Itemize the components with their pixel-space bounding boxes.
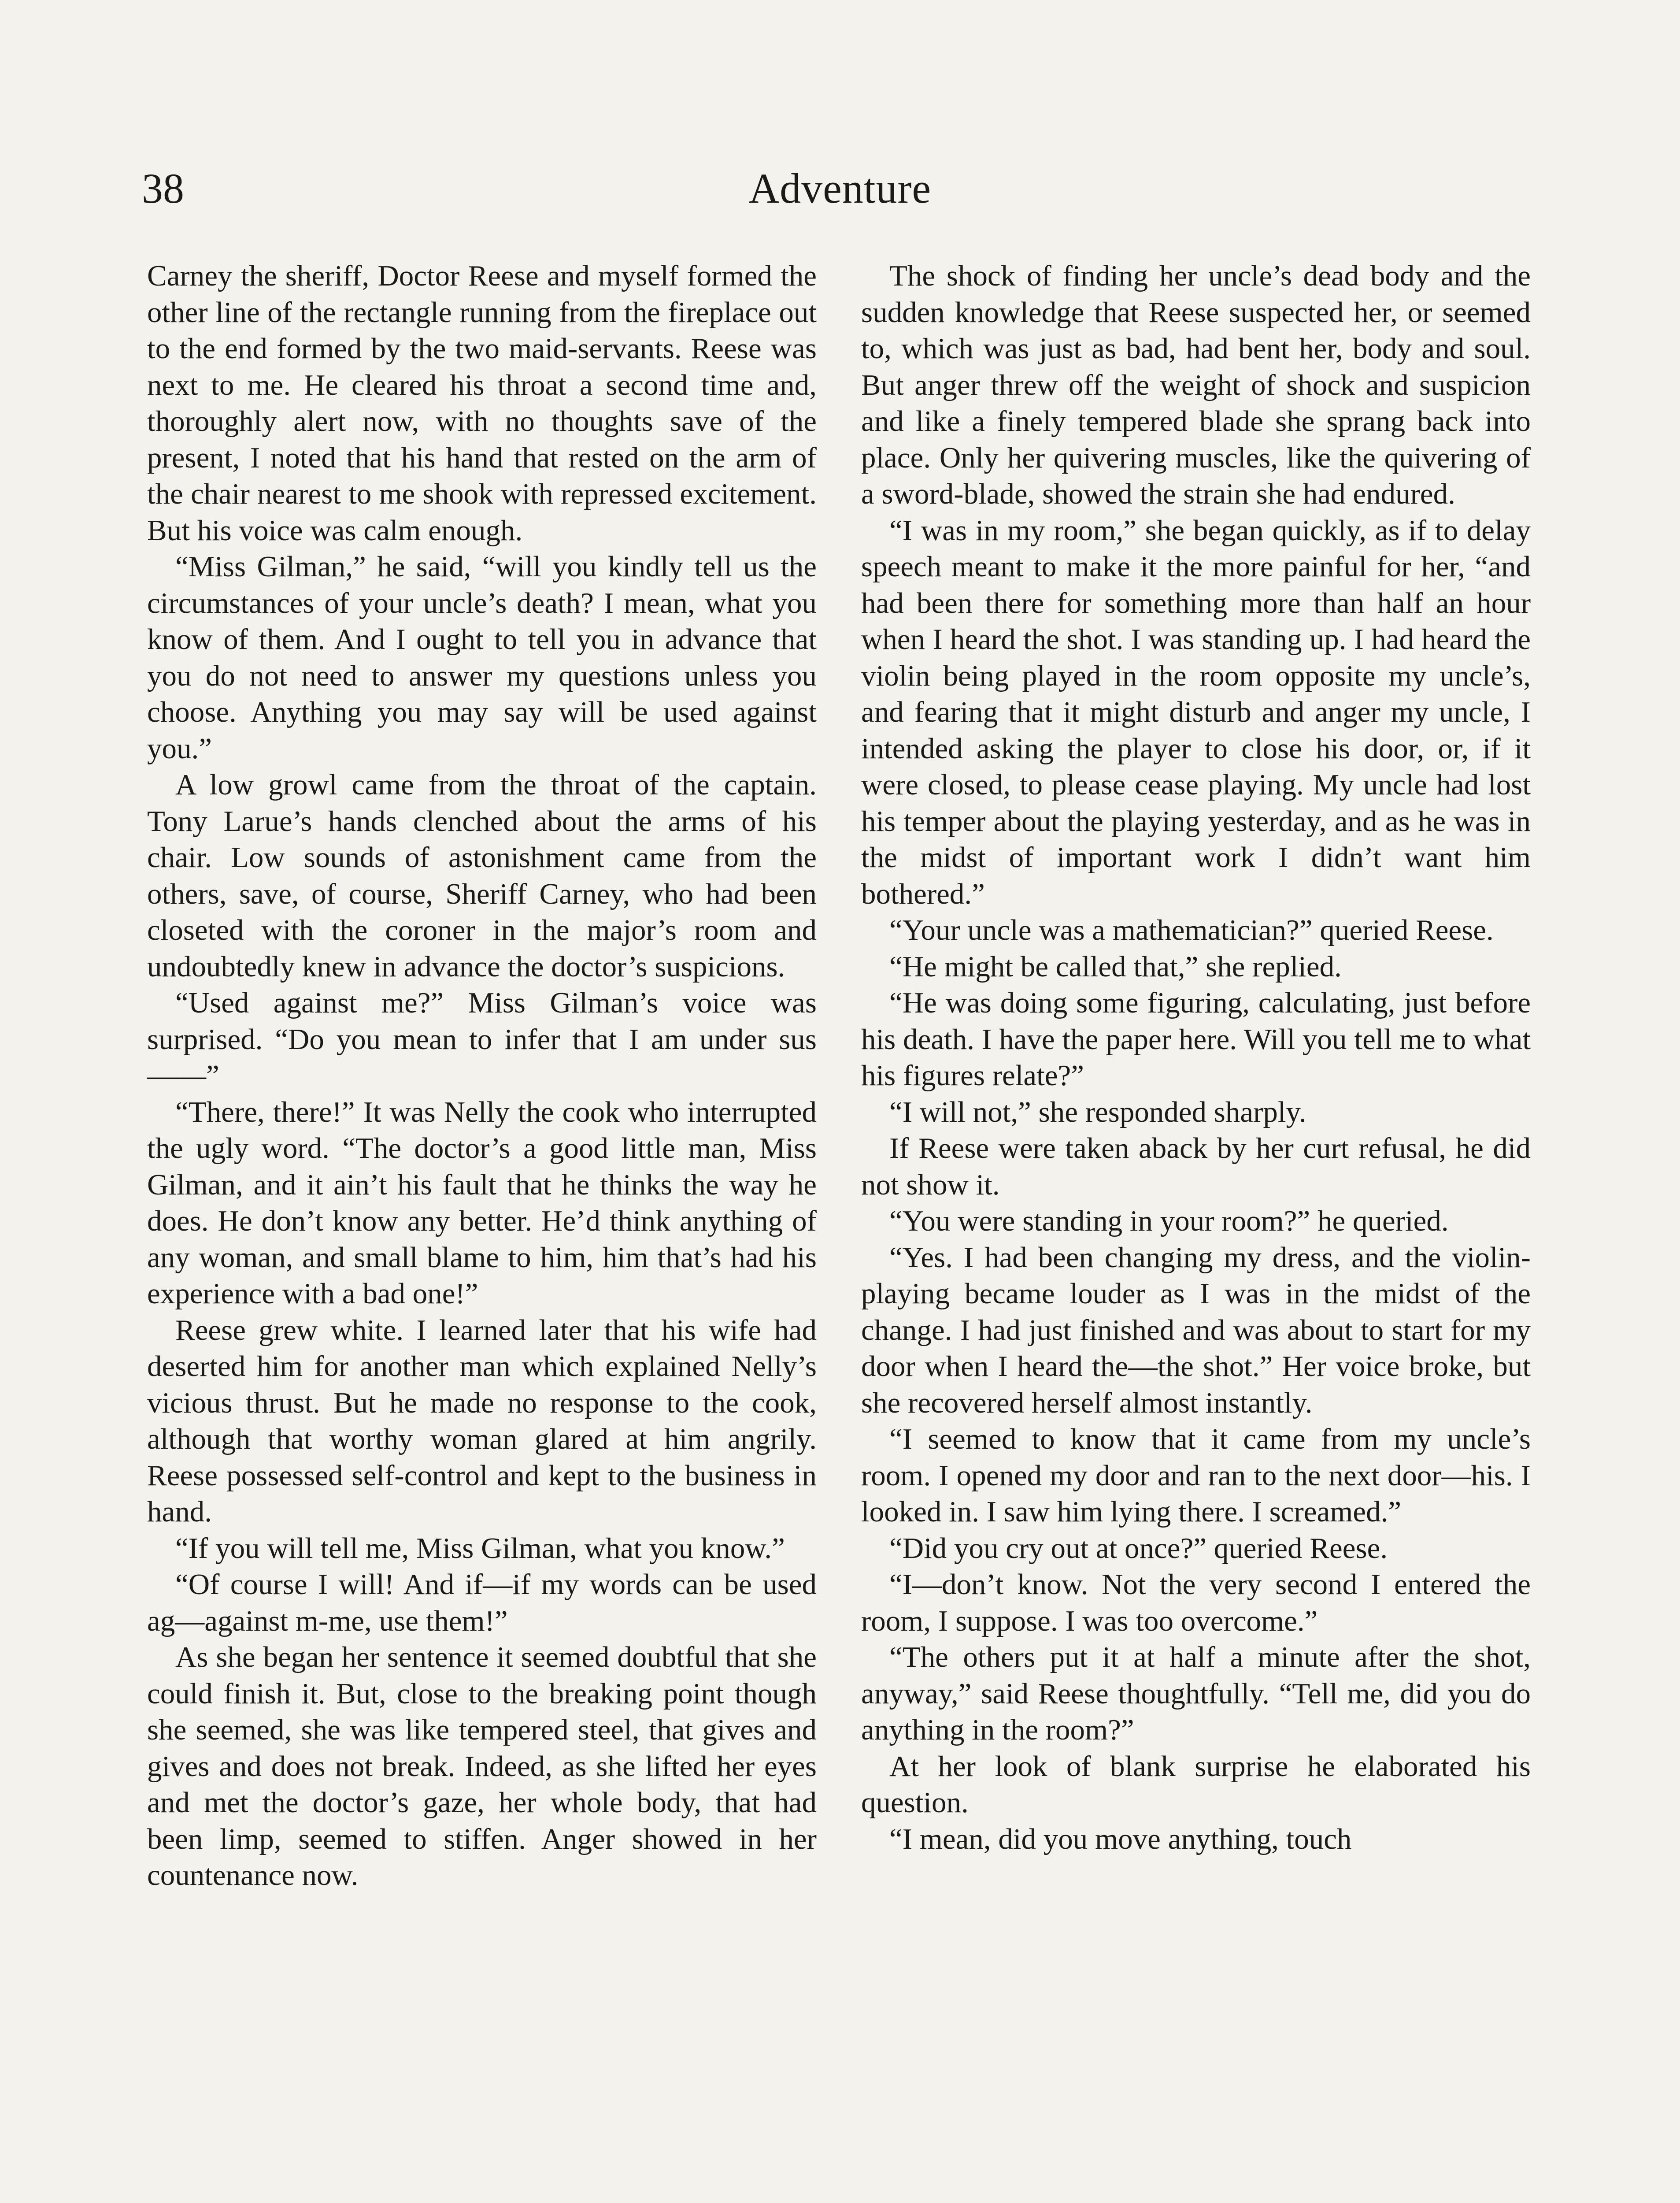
paragraph: “I seemed to know that it came from my uncle’s room. I opened my door and ran to the next door—his. I looked in. I saw him lying there. I screamed.” [861, 1423, 1531, 1528]
paragraph: “The others put it at half a minute after the shot, anyway,” said Reese thoughtfully. “Tell me, did you do anything in the room?” [861, 1641, 1531, 1746]
left-text-column [147, 258, 817, 1894]
paragraph: If Reese were taken aback by her curt refusal, he did not show it. [861, 1132, 1531, 1201]
paragraph: “Used against me?” Miss Gilman’s voice was surprised. “Do you mean to infer that I am under sus——” [147, 987, 817, 1092]
paragraph: Carney the sheriff, Doctor Reese and myself formed the other line of the rectangle running from the fireplace out to the end formed by the two maid-servants. Reese was next to me. He cleared his throat a second time and, thoroughly alert now, with no thoughts save of the present, I noted that his hand that rested on the arm of the chair nearest to me shook with repressed excitement. But his voice was calm enough. [147, 260, 817, 547]
paragraph: “Miss Gilman,” he said, “will you kindly tell us the circumstances of your uncle’s death? I mean, what you know of them. And I ought to tell you in advance that you do not need to answer my questions unless you choose. Anything you may say will be used against you.” [147, 550, 817, 765]
paragraph: “If you will tell me, Miss Gilman, what you know.” [175, 1532, 785, 1565]
paragraph: “You were standing in your room?” he queried. [889, 1205, 1449, 1237]
paragraph: “Your uncle was a mathematician?” queried Reese. [889, 914, 1494, 946]
paragraph: At her look of blank surprise he elaborated his question. [861, 1750, 1531, 1819]
paragraph: Reese grew white. I learned later that his wife had deserted him for another man which explained Nelly’s vicious thrust. But he made no response to the cook, although that worthy woman glared at him angrily. Reese possessed self-control and kept to the business in hand. [147, 1313, 817, 1528]
paragraph: “I will not,” she responded sharply. [889, 1095, 1306, 1128]
paragraph: As she began her sentence it seemed doubtful that she could finish it. But, close to the breaking point though she seemed, she was like tempered steel, that gives and gives and does not break. Indeed, as she lifted her eyes and met the doctor’s gaze, her whole body, that had been limp, seemed to stiffen. Anger showed in her countenance now. [147, 1641, 817, 1891]
paragraph: A low growl came from the throat of the captain. Tony Larue’s hands clenched about the arms of his chair. Low sounds of astonishment came from the others, save, of course, Sheriff Carney, who had been closeted with the coroner in the major’s room and undoubtedly knew in advance the doctor’s suspicions. [147, 768, 817, 983]
paragraph: “Did you cry out at once?” queried Reese. [889, 1532, 1388, 1565]
right-text-column [861, 258, 1531, 1857]
paragraph: “I mean, did you move anything, touch [889, 1822, 1352, 1855]
paragraph: “I—don’t know. Not the very second I entered the room, I suppose. I was too overcome.” [861, 1568, 1531, 1637]
paragraph: “I was in my room,” she began quickly, as if to delay speech meant to make it the more painful for her, “and had been there for something more than half an hour when I heard the shot. I was standing up. I had heard the violin being played in the room opposite my uncle’s, and fearing that it might disturb and anger my uncle, I intended asking the player to close his door, or, if it were closed, to please cease playing. My uncle had lost his temper about the playing yesterday, and as he was in the midst of important work I didn’t want him bothered.” [861, 514, 1531, 910]
paragraph: “He might be called that,” she replied. [889, 950, 1342, 983]
paragraph: “Of course I will! And if—if my words can be used ag—against m-me, use them!” [147, 1568, 817, 1637]
paragraph: “Yes. I had been changing my dress, and the violin-playing became louder as I was in the midst of the change. I had just finished and was about to start for my door when I heard the—the shot.” Her voice broke, but she recovered herself almost instantly. [861, 1241, 1531, 1419]
page-number: 38 [142, 165, 184, 212]
paragraph: “He was doing some figuring, calculating, just before his death. I have the paper here. Will you tell me to what his figures relate?” [861, 987, 1531, 1092]
paragraph: The shock of finding her uncle’s dead body and the sudden knowledge that Reese suspected her, or seemed to, which was just as bad, had bent her, body and soul. But anger threw off the weight of shock and suspicion and like a finely tempered blade she sprang back into place. Only her quivering muscles, like the quivering of a sword-blade, showed the strain she had endured. [861, 260, 1531, 510]
running-head-title: Adventure [748, 165, 932, 212]
paragraph: “There, there!” It was Nelly the cook who interrupted the ugly word. “The doctor’s a good little man, Miss Gilman, and it ain’t his fault that he thinks the way he does. He don’t know any better. He’d think anything of any woman, and small blame to him, him that’s had his experience with a bad one!” [147, 1095, 817, 1310]
